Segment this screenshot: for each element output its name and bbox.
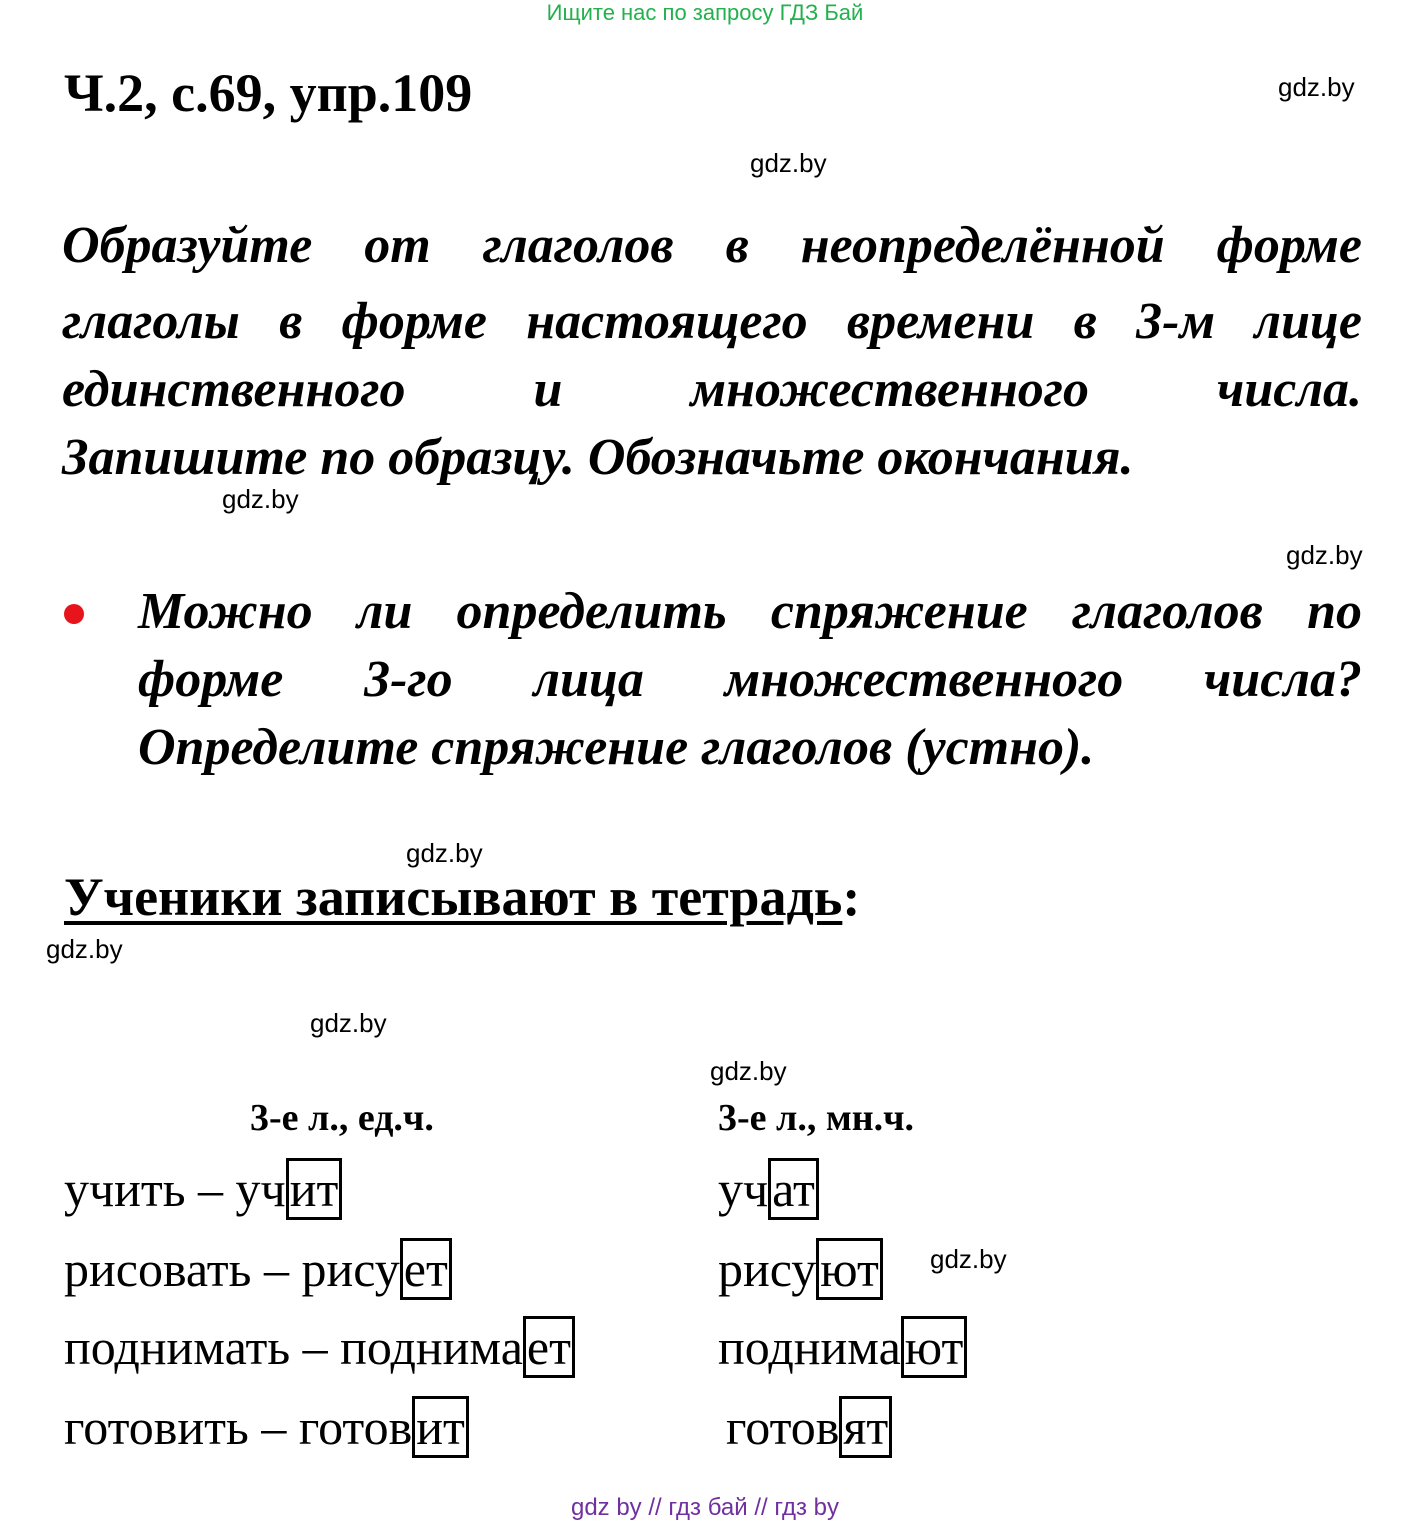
- plural-stem: поднима: [718, 1319, 901, 1375]
- ending-box: ат: [768, 1158, 819, 1220]
- ending-box: ет: [400, 1238, 452, 1300]
- question-line: Определите спряжение глаголов (устно).: [138, 719, 1095, 776]
- watermark: gdz.by: [750, 148, 827, 178]
- watermark: gdz.by: [1286, 540, 1363, 570]
- singular-form: [64, 1318, 575, 1376]
- singular-form: [64, 1240, 452, 1298]
- singular-form: [64, 1398, 469, 1456]
- question-line: форме 3-го лица множественного числа?: [138, 651, 1362, 708]
- plural-form: [726, 1398, 892, 1456]
- ending-box: ют: [901, 1316, 968, 1378]
- plural-form: [718, 1318, 967, 1376]
- ending-box: ит: [412, 1396, 469, 1458]
- students-heading-colon: :: [842, 867, 861, 927]
- singular-header: 3-е л., ед.ч.: [250, 1097, 434, 1139]
- infinitive-and-stem: готовить – готов: [64, 1399, 413, 1455]
- top-banner[interactable]: Ищите нас по запросу ГДЗ Бай: [546, 0, 864, 25]
- watermark: gdz.by: [310, 1008, 387, 1038]
- footer-links[interactable]: gdz by // гдз бай // гдз by: [570, 1494, 840, 1521]
- infinitive-and-stem: рисовать – рису: [64, 1241, 400, 1297]
- task-line: Образуйте от глаголов в неопределённой форме: [62, 217, 1362, 274]
- plural-form: [718, 1240, 883, 1298]
- ending-box: ют: [816, 1238, 883, 1300]
- task-line: Запишите по образцу. Обозначьте окончания.: [62, 429, 1134, 486]
- plural-stem: рису: [718, 1241, 817, 1297]
- watermark: gdz.by: [710, 1056, 787, 1086]
- students-heading: [64, 866, 860, 928]
- infinitive-and-stem: поднимать – поднима: [64, 1319, 523, 1375]
- watermark: gdz.by: [46, 934, 123, 964]
- task-line: единственного и множественного числа.: [62, 361, 1362, 418]
- watermark: gdz.by: [406, 838, 483, 868]
- question-line: Можно ли определить спряжение глаголов по: [138, 583, 1362, 640]
- bullet-icon: [64, 604, 84, 624]
- plural-stem: уч: [718, 1161, 769, 1217]
- watermark: gdz.by: [1278, 72, 1355, 102]
- plural-stem: готов: [726, 1399, 840, 1455]
- infinitive-and-stem: учить – уч: [64, 1161, 286, 1217]
- watermark: gdz.by: [222, 484, 299, 514]
- plural-header: 3-е л., мн.ч.: [718, 1097, 915, 1139]
- plural-form: [718, 1160, 819, 1218]
- task-line: глаголы в форме настоящего времени в 3-м лице: [62, 293, 1362, 350]
- singular-form: [64, 1160, 342, 1218]
- watermark: gdz.by: [930, 1244, 1007, 1274]
- ending-box: ет: [523, 1316, 575, 1378]
- students-heading-text: Ученики записывают в тетрадь: [64, 867, 843, 927]
- ending-box: ят: [839, 1396, 892, 1458]
- ending-box: ит: [286, 1158, 343, 1220]
- page-title: Ч.2, с.69, упр.109: [64, 63, 473, 123]
